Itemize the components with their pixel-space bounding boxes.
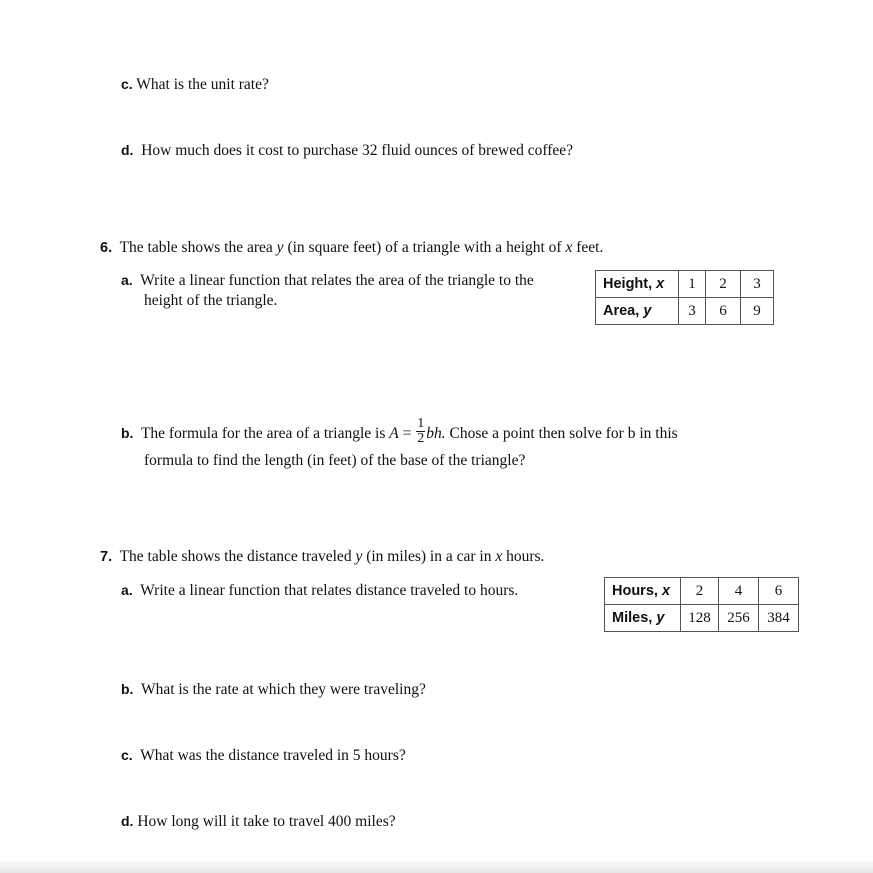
row-header: Height, x — [596, 271, 679, 298]
table-cell: 128 — [681, 605, 719, 632]
table-cell: 6 — [706, 298, 741, 325]
part-label: d. — [121, 813, 134, 829]
table-cell: 384 — [759, 605, 799, 632]
question-6-stem — [100, 238, 603, 258]
equals-sign: = — [402, 425, 412, 443]
header-variable: x — [661, 583, 671, 599]
stem-text: feet. — [572, 239, 604, 256]
part-label: b. — [121, 681, 134, 697]
table-row — [596, 298, 774, 325]
question-5c — [121, 74, 269, 95]
stem-text: The table shows the distance traveled — [119, 548, 356, 565]
question-text: How long will it take to travel 400 miles? — [137, 813, 396, 830]
part-label: b. — [121, 425, 134, 442]
question-text: height of the triangle. — [144, 292, 278, 309]
formula-var: bh. — [426, 425, 446, 443]
table-cell: 3 — [679, 298, 706, 325]
question-5d — [121, 140, 573, 161]
question-number: 7. — [100, 549, 113, 565]
table-cell: 4 — [719, 578, 759, 605]
table-row — [605, 605, 799, 632]
part-label: a. — [121, 582, 133, 598]
var-y: y — [355, 548, 363, 565]
header-variable: y — [656, 610, 665, 626]
var-x: x — [495, 548, 503, 565]
question-number: 6. — [100, 240, 113, 256]
fraction-one-half — [416, 417, 425, 446]
table-cell: 256 — [719, 605, 759, 632]
stem-text: (in square feet) of a triangle with a height of — [283, 239, 566, 256]
height-area-table — [595, 270, 774, 325]
row-header: Hours, x — [605, 578, 681, 605]
question-text: What was the distance traveled in 5 hours? — [140, 747, 406, 764]
question-7d — [121, 811, 396, 832]
part-label: d. — [121, 142, 134, 158]
header-variable: y — [643, 303, 652, 319]
table-cell: 6 — [759, 578, 799, 605]
header-variable: x — [656, 276, 665, 292]
question-7a — [121, 580, 518, 601]
denominator: 2 — [417, 431, 425, 446]
question-7b — [121, 679, 426, 700]
part-label: c. — [121, 76, 133, 92]
question-text: Chose a point then solve for b in this — [445, 425, 678, 443]
part-label: a. — [121, 272, 133, 288]
table-cell: 3 — [741, 271, 774, 298]
question-7c — [121, 745, 406, 766]
stem-text: (in miles) in a car in — [362, 548, 496, 565]
var-y: y — [276, 239, 284, 256]
table-cell: 1 — [679, 271, 706, 298]
row-header: Miles, y — [605, 605, 681, 632]
question-text: What is the rate at which they were traveling? — [140, 681, 426, 698]
question-text: formula to find the length (in feet) of the base of the triangle? — [144, 452, 526, 469]
stem-text: hours. — [502, 548, 545, 565]
table-row — [605, 578, 799, 605]
hours-miles-table — [604, 577, 799, 632]
part-label: c. — [121, 747, 133, 763]
numerator: 1 — [417, 416, 425, 431]
page-bottom-edge — [0, 859, 873, 873]
question-6b — [121, 416, 678, 449]
question-6a — [121, 270, 534, 291]
question-text: The formula for the area of a triangle is — [140, 425, 390, 443]
table-cell: 9 — [741, 298, 774, 325]
table-cell: 2 — [681, 578, 719, 605]
row-header: Area, y — [596, 298, 679, 325]
table-row — [596, 271, 774, 298]
table-cell: 2 — [706, 271, 741, 298]
var-x: x — [565, 239, 573, 256]
question-text: What is the unit rate? — [136, 76, 269, 93]
question-text: Write a linear function that relates the area of the triangle to the — [140, 272, 534, 289]
formula-var: A — [389, 425, 399, 443]
question-text: Write a linear function that relates distance traveled to hours. — [140, 582, 519, 599]
question-7-stem — [100, 547, 544, 567]
question-text: How much does it cost to purchase 32 fluid ounces of brewed coffee? — [141, 142, 574, 159]
stem-text: The table shows the area — [119, 239, 277, 256]
